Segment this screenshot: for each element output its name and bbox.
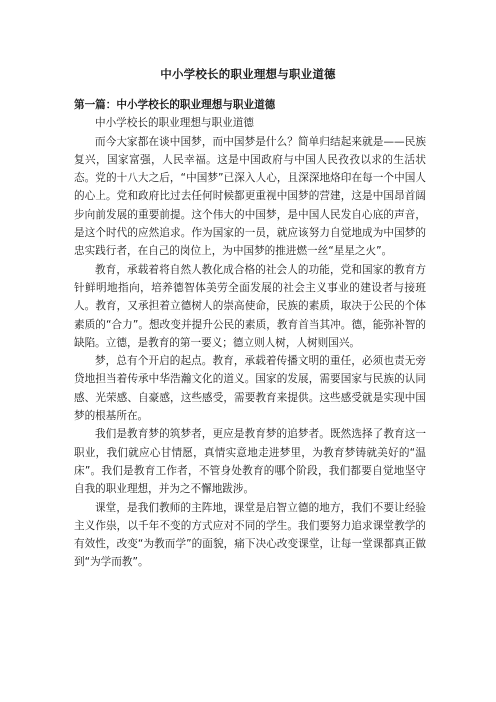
body-paragraph: 梦，总有个开启的起点。教育，承载着传播文明的重任，必须也责无旁贷地担当着传承中华浩瀚文化的道义。国家的发展，需要国家与民族的认同感、光荣感、自豪感，这些感受，需要教育来提供。这些感受就是实现中国梦的根基所在。 [74,355,426,423]
document-body [74,96,426,572]
body-paragraph: 而今大家都在谈中国梦，而中国梦是什么？简单归结起来就是——民族复兴，国家富强，人民幸福。这是中国政府与中国人民孜孜以求的生活状态。党的十八大之后，“中国梦”已深入人心，且深深地烙印在每一个中国人的心上。党和政府比过去任何时候都更重视中国梦的营建，这是中国昂首阔步向前发展的重要前提。这个伟大的中国梦，是中国人民发自心底的声音，是这个时代的应然追求。作为国家的一员，就应该努力自觉地成为中国梦的忠实践行者，在自己的岗位上，为中国梦的推进燃一丝“星星之火”。 [74,135,426,258]
body-paragraph: 我们是教育梦的筑梦者，更应是教育梦的追梦者。既然选择了教育这一职业，我们就应心甘情愿，真情实意地走进梦里，为教育梦铸就美好的“温床”。我们是教育工作者，不管身处教育的哪个阶段，我们都要自觉地坚守自我的职业理想，并为之不懈地跋涉。 [74,428,426,496]
body-paragraph: 教育，承载着将自然人教化成合格的社会人的功能，党和国家的教育方针鲜明地指向，培养德智体美劳全面发展的社会主义事业的建设者与接班人。教育，又承担着立德树人的崇高使命，民族的素质，取决于公民的个体素质的“合力”。想改变并提升公民的素质，教育首当其冲。德，能弥补智的缺陷。立德，是教育的第一要义；德立则人树，人树则国兴。 [74,263,426,349]
chapter-heading: 第一篇：中小学校长的职业理想与职业道德 [74,99,276,111]
section-subheading: 中小学校长的职业理想与职业道德 [95,117,254,130]
document-title: 中小学校长的职业理想与职业道德 [160,67,336,81]
body-paragraph: 课堂，是我们教师的主阵地，课堂是启智立德的地方，我们不要让经验主义作祟，以千年不变的方式应对不同的学生。我们要努力追求课堂教学的有效性，改变“为教而学”的面貌，痛下决心改变课堂，让每一堂课都真正做到“为学而教”。 [74,501,426,569]
